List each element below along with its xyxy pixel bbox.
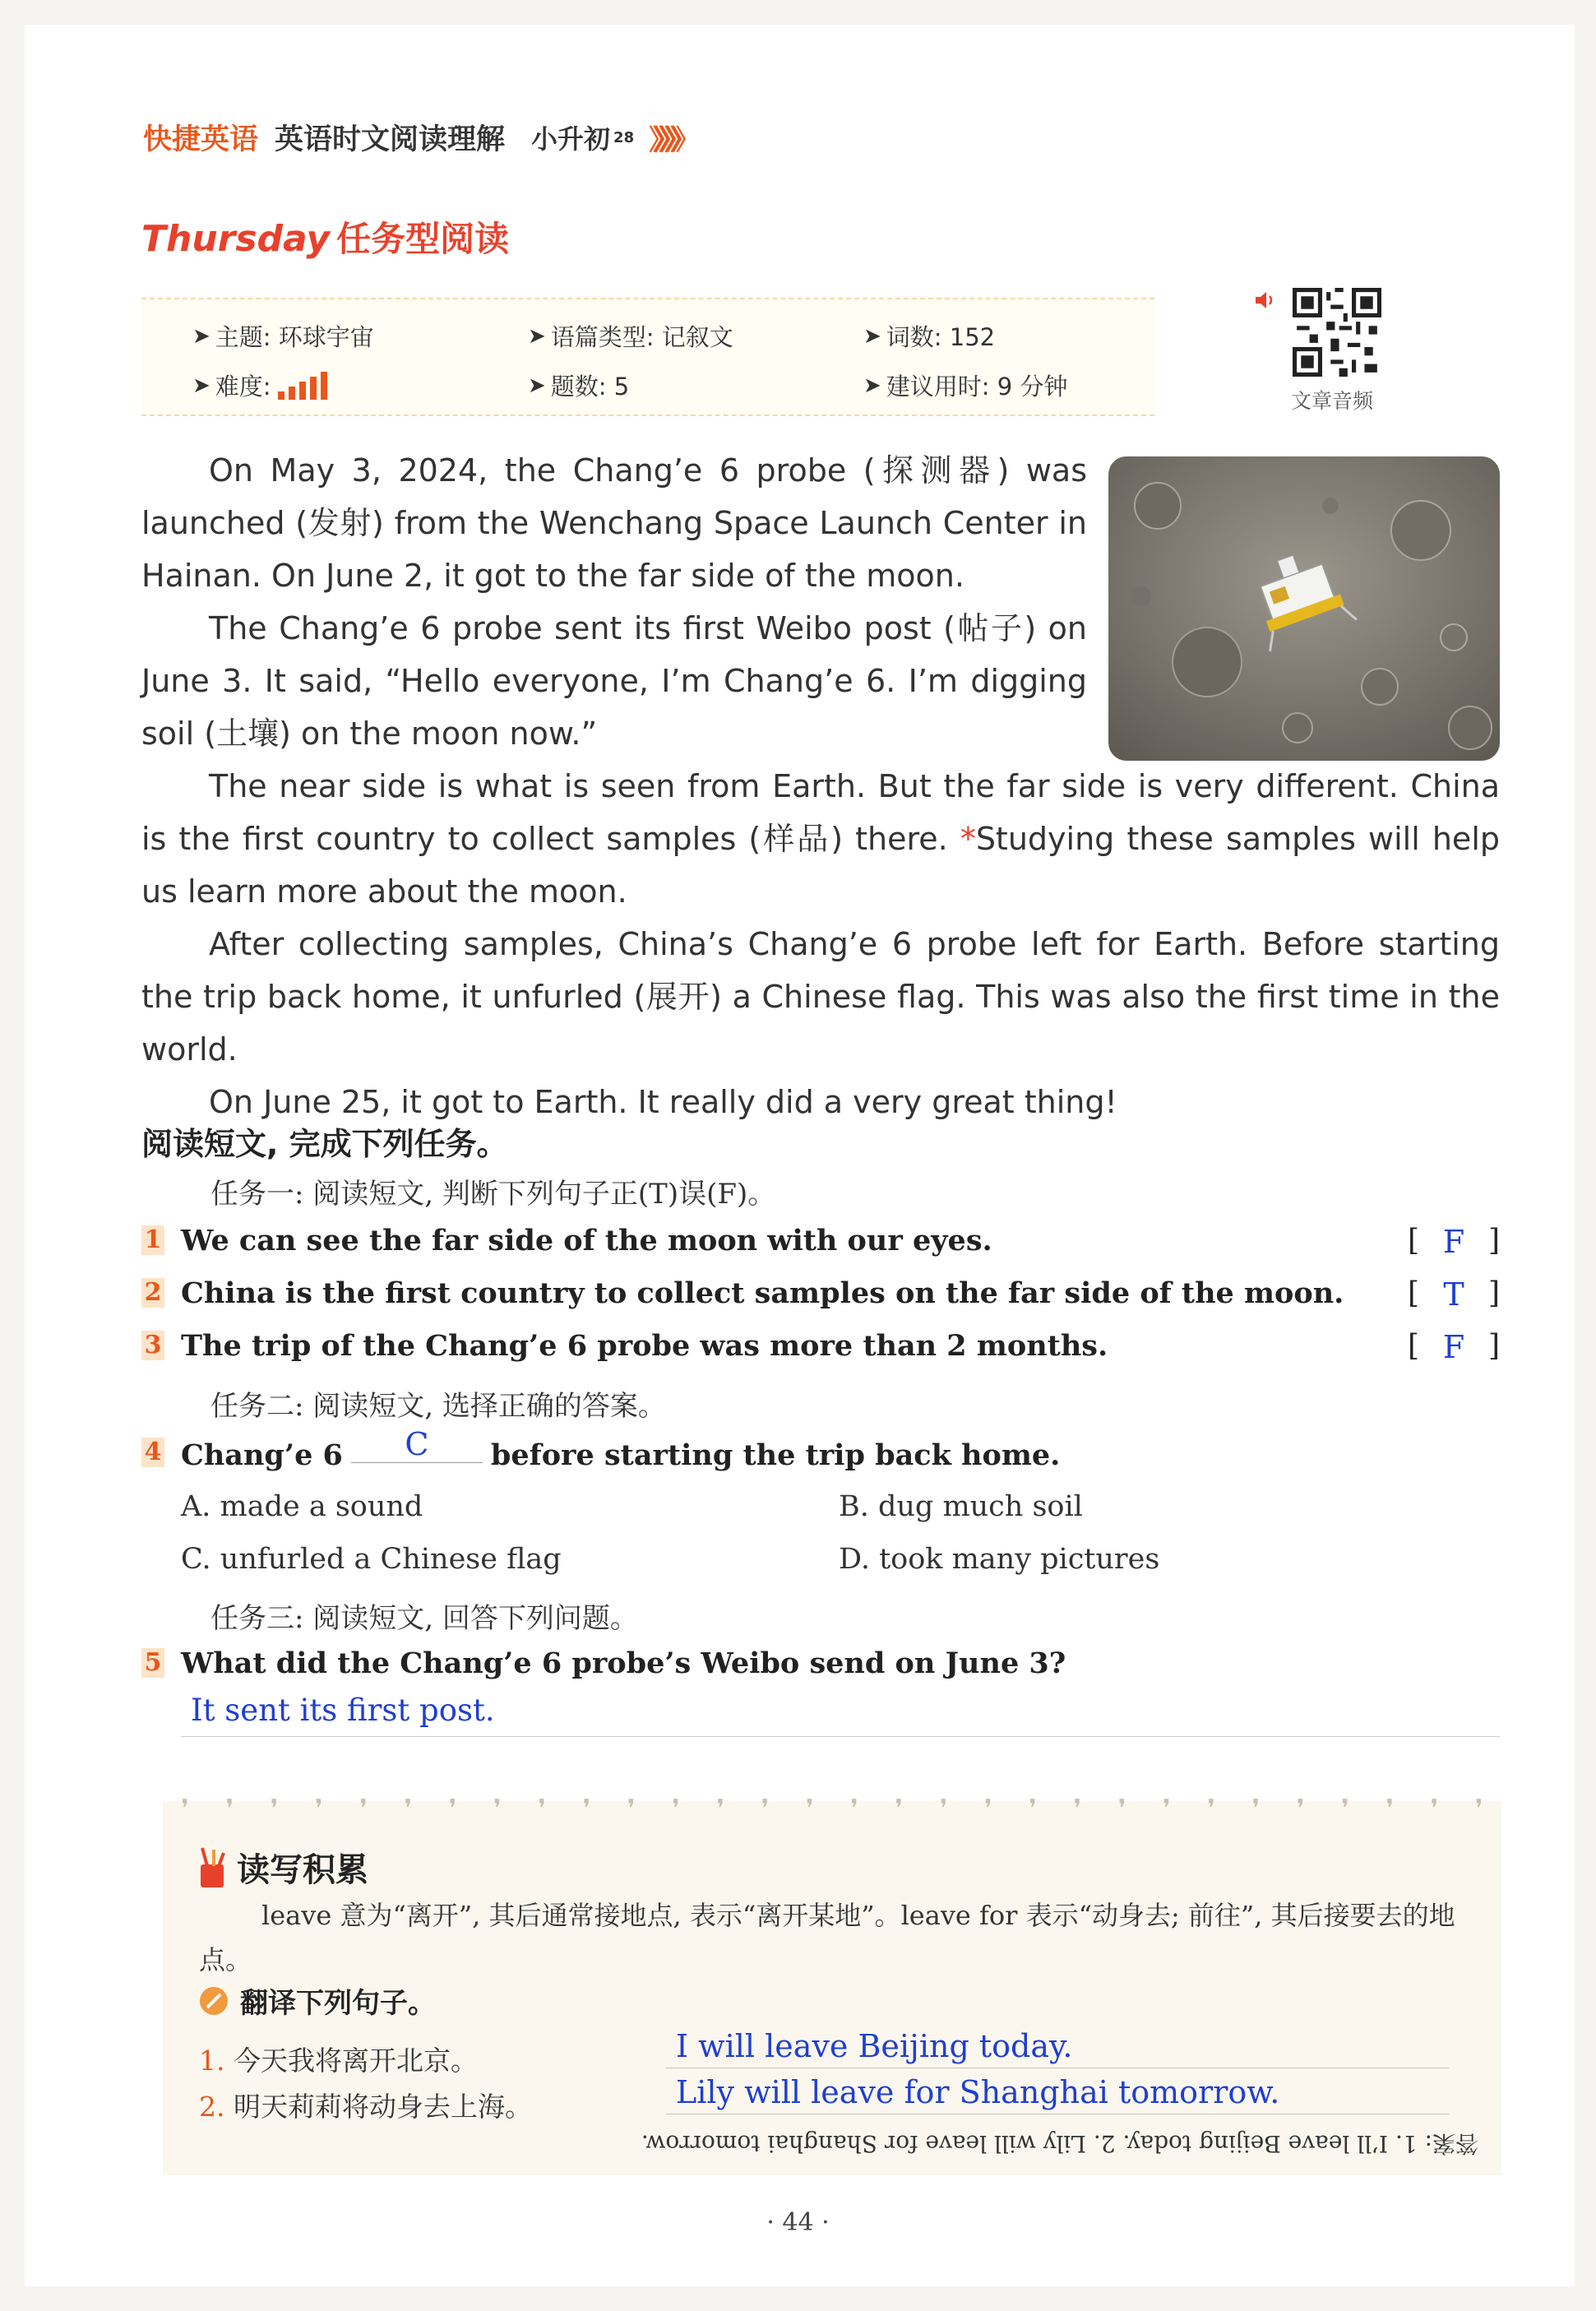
q2-answer-box[interactable]: [ T ] (1408, 1276, 1500, 1313)
translate-answer-1[interactable]: I will leave Beijing today. (666, 2028, 1449, 2068)
q5-text: What did the Chang’e 6 probe’s Weibo send on June 3? (181, 1646, 1066, 1680)
arrow-icon: ➤ (528, 373, 546, 398)
header-grade: 小升初 (531, 123, 611, 155)
q2-text: China is the first country to collect samples on the far side of the moon. (181, 1276, 1344, 1310)
section-type: 任务型阅读 (336, 219, 510, 259)
speaker-icon[interactable] (1253, 288, 1278, 313)
translate-sentence-2: 2. 明天莉莉将动身去上海。 (199, 2091, 532, 2123)
qr-code-icon[interactable] (1293, 288, 1381, 377)
q3-text: The trip of the Chang’e 6 probe was more than 2 months. (181, 1329, 1108, 1363)
arrow-icon: ➤ (863, 323, 881, 349)
info-box (141, 298, 1154, 416)
pencil-cup-icon (196, 1846, 229, 1889)
arrow-icon: ➤ (863, 373, 881, 398)
info-time: ➤ 建议用时: 9 分钟 (863, 373, 1068, 401)
translate-answer-2[interactable]: Lily will leave for Shanghai tomorrow. (666, 2074, 1449, 2114)
passage-paragraph-5: On June 25, it got to Earth. It really did a very great thing! (209, 1084, 1117, 1120)
passage-paragraph-4: After collecting samples, China’s Chang’e 6 probe left for Earth. Before starting the trip back home, it unfurled (展开) a Chinese flag. This was also the first time in the world. (141, 926, 1500, 1068)
info-questions: ➤ 题数: 5 (528, 373, 630, 401)
q5-number: 5 (141, 1648, 164, 1678)
q4-number: 4 (141, 1438, 164, 1467)
accumulation-box (163, 1795, 1501, 2175)
section-title (141, 212, 509, 262)
q4-option-d[interactable]: D. took many pictures (839, 1543, 1160, 1576)
page-header (143, 117, 692, 158)
header-code: 28 (613, 128, 635, 146)
passage-top (141, 444, 1087, 760)
passage-paragraph-3: The near side is what is seen from Earth. But the far side is very different. China is the first country to collect samples (样品) there. *Studying these samples will help us learn more about the moon. (141, 768, 1500, 910)
task2-instruction: 任务二: 阅读短文, 选择正确的答案。 (210, 1390, 666, 1423)
q1-answer: F (1442, 1224, 1465, 1260)
translate-heading: 翻译下列句子。 (199, 1980, 436, 2021)
passage-paragraph-1: On May 3, 2024, the Chang’e 6 probe (探测器) was launched (发射) from the Wenchang Space Launch Center in Hainan. On June 2, it got to the far side of the moon. (141, 452, 1087, 594)
passage-paragraph-2: The Chang’e 6 probe sent its first Weibo post (帖子) on June 3. It said, “Hello everyone, I’m Chang’e 6. I’m digging soil (土壤) on the moon now.” (141, 610, 1087, 752)
header-title: 英语时文阅读理解 (275, 123, 506, 156)
accumulation-title: 读写积累 (196, 1844, 368, 1891)
q4-option-c[interactable]: C. unfurled a Chinese flag (181, 1543, 562, 1576)
q3-answer-box[interactable]: [ F ] (1408, 1329, 1500, 1365)
q2-answer: T (1443, 1276, 1464, 1313)
quill-border-icon: ❜ ❜ ❜ ❜ ❜ ❜ ❜ ❜ ❜ ❜ ❜ ❜ ❜ ❜ ❜ ❜ ❜ ❜ ❜ ❜ ❜ ❜ ❜ ❜ ❜ ❜ ❜ ❜ ❜ ❜ (181, 1795, 1483, 1823)
q1-text: We can see the far side of the moon with our eyes. (181, 1224, 992, 1257)
star-mark: * (960, 821, 976, 857)
arrow-icon: ➤ (192, 323, 210, 349)
arrow-icon: ➤ (528, 323, 546, 349)
info-difficulty: ➤ 难度: (192, 368, 327, 402)
info-words: ➤ 词数: 152 (863, 323, 996, 351)
q4-option-b[interactable]: B. dug much soil (839, 1490, 1083, 1523)
header-arrows-icon: 》》》》》 (649, 123, 692, 157)
arrow-icon: ➤ (192, 373, 210, 398)
section-day: Thursday (141, 218, 331, 260)
page-number: · 44 · (766, 2208, 830, 2237)
q5-answer: It sent its first post. (191, 1693, 495, 1728)
tasks-heading: 阅读短文, 完成下列任务。 (141, 1126, 508, 1162)
info-genre: ➤ 语篇类型: 记叙文 (528, 323, 733, 351)
q1-number: 1 (141, 1225, 164, 1255)
pencil-icon (199, 1986, 229, 2016)
q3-answer: F (1442, 1329, 1465, 1365)
task3-instruction: 任务三: 阅读短文, 回答下列问题。 (210, 1602, 638, 1635)
accumulation-text: leave 意为“离开”, 其后通常接地点, 表示“离开某地”。leave for 表示“动身去; 前往”, 其后接要去的地点。 (199, 1900, 1455, 1975)
passage-bottom (141, 760, 1500, 1128)
translate-sentence-1: 1. 今天我将离开北京。 (199, 2045, 478, 2077)
difficulty-bars (278, 372, 327, 400)
q4-blank[interactable]: C (351, 1426, 483, 1463)
header-brand: 快捷英语 (143, 123, 259, 156)
answer-key-upside-down: 答案: 1. I’ll leave Beijing today. 2. Lily will leave for Shanghai tomorrow. (641, 2130, 1478, 2157)
info-topic: ➤ 主题: 环球宇宙 (192, 323, 374, 351)
moon-lander-image (1108, 456, 1500, 761)
q1-answer-box[interactable]: [ F ] (1408, 1224, 1500, 1260)
q4-option-a[interactable]: A. made a sound (181, 1490, 423, 1523)
task1-instruction: 任务一: 阅读短文, 判断下列句子正(T)误(F)。 (210, 1178, 776, 1211)
q3-number: 3 (141, 1331, 164, 1360)
q4-text: Chang’e 6 C before starting the trip back home. (181, 1426, 1061, 1472)
qr-label: 文章音频 (1291, 389, 1374, 413)
q2-number: 2 (141, 1278, 164, 1308)
